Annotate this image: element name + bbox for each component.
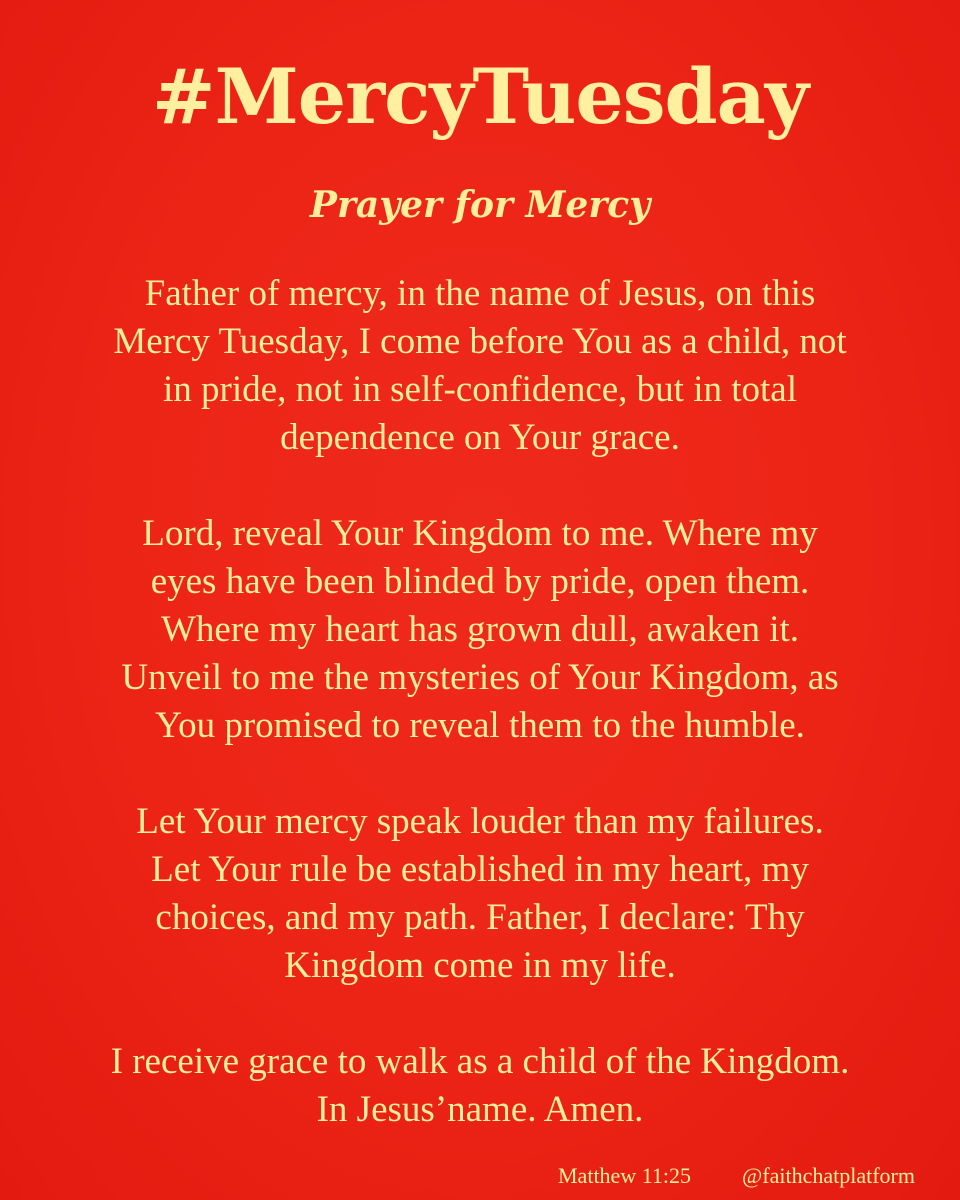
page-title: #MercyTuesday: [151, 52, 809, 141]
prayer-line: Father of mercy, in the name of Jesus, on this: [144, 273, 816, 314]
prayer-line: Kingdom come in my life.: [284, 945, 676, 986]
prayer-line: choices, and my path. Father, I declare: Thy: [155, 897, 805, 938]
prayer-line: Unveil to me the mysteries of Your Kingdom, as: [121, 657, 839, 698]
prayer-paragraph-1: [60, 270, 900, 462]
prayer-line: Mercy Tuesday, I come before You as a child, not: [113, 321, 847, 362]
footer: [0, 1160, 960, 1192]
social-handle: @faithchatplatform: [742, 1163, 915, 1188]
prayer-line: Lord, reveal Your Kingdom to me. Where my: [142, 513, 818, 554]
prayer-line: Where my heart has grown dull, awaken it.: [160, 609, 800, 650]
prayer-line: You promised to reveal them to the humble.: [155, 705, 805, 746]
prayer-line: In Jesus’name. Amen.: [316, 1089, 644, 1130]
prayer-paragraph-2: [60, 510, 900, 750]
prayer-paragraph-4: [60, 1038, 900, 1134]
prayer-body: [60, 270, 900, 1182]
prayer-line: Let Your rule be established in my heart, my: [151, 849, 809, 890]
prayer-line: in pride, not in self-confidence, but in total: [163, 369, 797, 410]
prayer-paragraph-3: [60, 798, 900, 990]
prayer-line: dependence on Your grace.: [280, 417, 680, 458]
prayer-line: eyes have been blinded by pride, open them.: [150, 561, 810, 602]
prayer-line: Let Your mercy speak louder than my failures.: [136, 801, 824, 842]
scripture-reference: Matthew 11:25: [558, 1163, 691, 1188]
prayer-subtitle: Prayer for Mercy: [309, 184, 651, 226]
prayer-line: I receive grace to walk as a child of the Kingdom.: [110, 1041, 850, 1082]
